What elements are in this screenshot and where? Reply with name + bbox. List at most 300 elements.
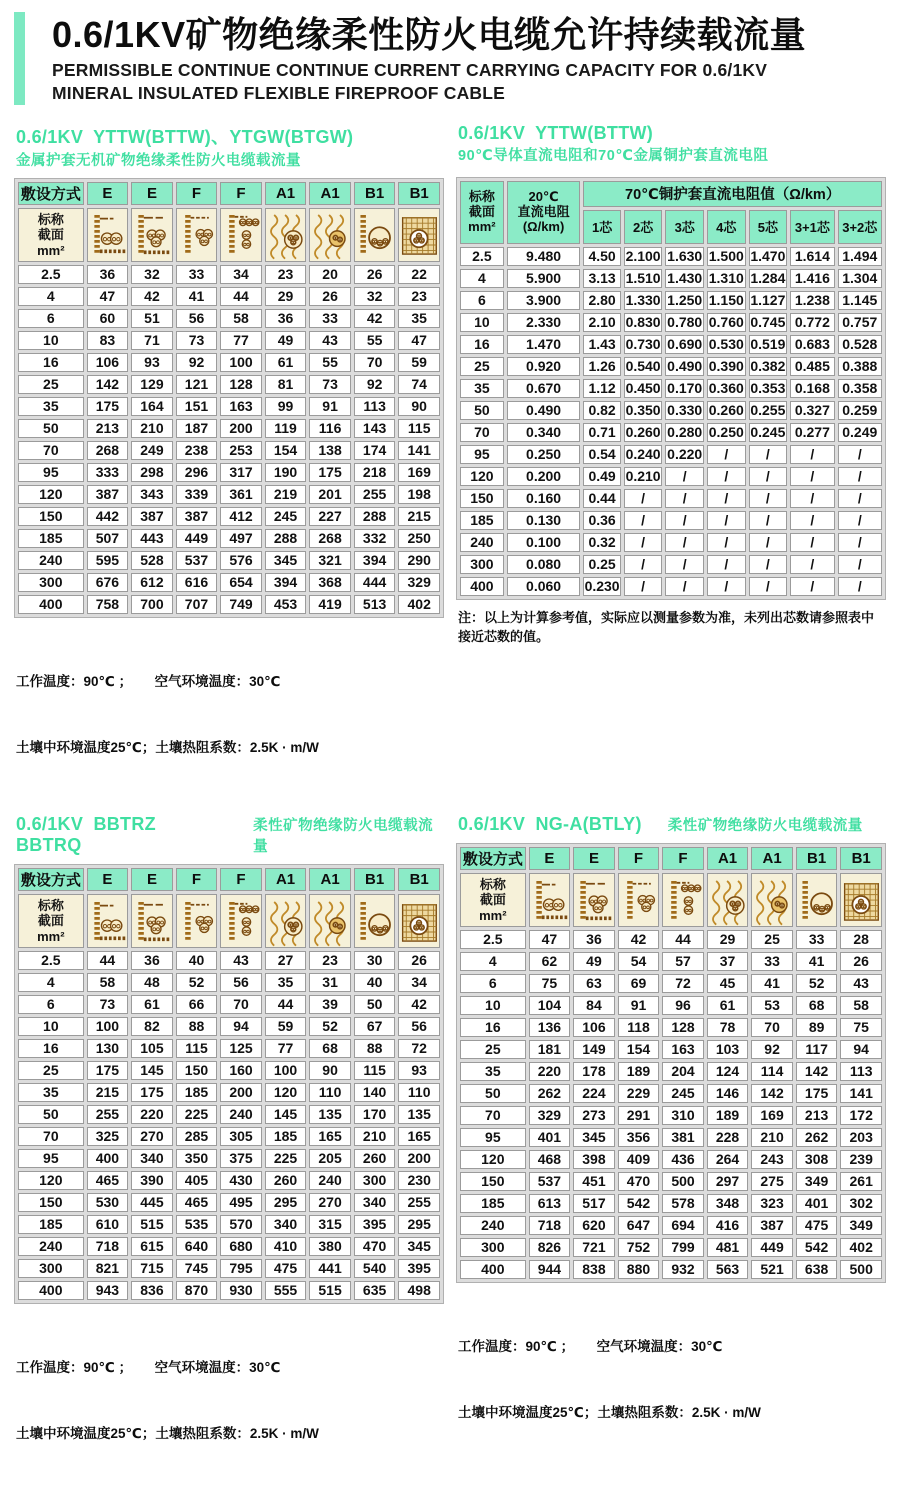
- capacity-cell: 707: [176, 595, 218, 614]
- size-cell: 70: [18, 441, 84, 460]
- capacity-cell: 73: [176, 331, 218, 350]
- sheath-resistance-cell: 3.13: [583, 269, 620, 288]
- capacity-cell: 34: [398, 973, 440, 992]
- capacity-cell: 290: [398, 551, 440, 570]
- dc-resistance-cell: 0.490: [507, 401, 581, 420]
- table-row: [460, 1150, 882, 1169]
- sheath-resistance-cell: /: [707, 445, 746, 464]
- capacity-cell: 175: [131, 1083, 173, 1102]
- capacity-cell: 175: [87, 1061, 129, 1080]
- table-row: [18, 485, 440, 504]
- table-row: [18, 419, 440, 438]
- sheath-resistance-cell: /: [749, 577, 788, 596]
- sheath-resistance-cell: 0.540: [625, 357, 661, 374]
- capacity-cell: 31: [309, 973, 351, 992]
- sheath-resistance-cell: 1.150: [708, 291, 744, 308]
- capacity-cell: 128: [220, 375, 262, 394]
- size-cell: 95: [18, 463, 84, 482]
- table-row: [460, 533, 882, 552]
- capacity-cell: 175: [796, 1084, 838, 1103]
- capacity-cell: 240: [309, 1171, 351, 1190]
- layout-method-header: 敷设方式: [18, 868, 84, 891]
- capacity-cell: 200: [220, 419, 262, 438]
- capacity-cell: 90: [309, 1061, 351, 1080]
- capacity-cell: 262: [796, 1128, 838, 1147]
- size-cell: 300: [460, 555, 504, 574]
- capacity-cell: 41: [796, 952, 838, 971]
- core-count-header-0: 1芯: [583, 210, 620, 244]
- surface-conduit-on-wall-icon: [796, 873, 838, 927]
- capacity-cell: 361: [220, 485, 262, 504]
- dc-resistance-cell: 1.470: [507, 335, 581, 354]
- size-cell: 35: [460, 379, 504, 398]
- capacity-cell: 535: [176, 1215, 218, 1234]
- sheath-resistance-cell: /: [749, 489, 788, 508]
- capacity-cell: 387: [751, 1216, 793, 1235]
- capacity-cell: 620: [573, 1216, 615, 1235]
- sheath-resistance-cell: 0.71: [583, 423, 620, 442]
- size-cell: 16: [460, 1018, 526, 1037]
- capacity-cell: 325: [87, 1127, 129, 1146]
- capacity-cell: 169: [398, 463, 440, 482]
- section-subtitle: 金属护套无机矿物绝缘柔性防火电缆载流量: [16, 152, 301, 169]
- size-cell: 50: [18, 1105, 84, 1124]
- capacity-cell: 73: [87, 995, 129, 1014]
- layout-column-B1-7: B1: [398, 868, 440, 891]
- layout-method-header: 敷设方式: [18, 182, 84, 205]
- capacity-cell: 481: [707, 1238, 749, 1257]
- sheath-resistance-cell: 0.745: [750, 313, 786, 330]
- dc-resistance-cell: 0.670: [507, 379, 581, 398]
- dc-resistance-cell: 0.200: [507, 467, 581, 486]
- dc-resistance-cell: 0.130: [507, 511, 581, 530]
- core-count-header-5: 3+1芯: [790, 210, 834, 244]
- table-row: [18, 595, 440, 614]
- capacity-cell: 445: [131, 1193, 173, 1212]
- capacity-cell: 62: [529, 952, 571, 971]
- capacity-cell: 537: [176, 551, 218, 570]
- capacity-cell: 288: [265, 529, 307, 548]
- core-count-header-2: 3芯: [665, 210, 704, 244]
- capacity-cell: 103: [707, 1040, 749, 1059]
- capacity-cell: 542: [796, 1238, 838, 1257]
- capacity-cell: 273: [573, 1106, 615, 1125]
- capacity-cell: 465: [87, 1171, 129, 1190]
- table-row: [18, 1193, 440, 1212]
- sheath-resistance-cell: 0.780: [667, 313, 703, 330]
- capacity-cell: 56: [220, 973, 262, 992]
- capacity-cell: 49: [573, 952, 615, 971]
- capacity-cell: 172: [840, 1106, 882, 1125]
- capacity-cell: 72: [662, 974, 704, 993]
- capacity-cell: 52: [309, 1017, 351, 1036]
- sheath-resistance-cell: 1.470: [750, 247, 786, 264]
- capacity-cell: 77: [220, 331, 262, 350]
- sheath-resistance-cell: /: [838, 533, 882, 552]
- table-row: [460, 511, 882, 530]
- capacity-cell: 836: [131, 1281, 173, 1300]
- dc-resistance-cell: 0.340: [507, 423, 581, 442]
- size-cell: 25: [460, 357, 504, 376]
- capacity-cell: 752: [618, 1238, 660, 1257]
- sheath-resistance-cell: 1.430: [667, 269, 703, 286]
- table-row: [18, 529, 440, 548]
- sheath-resistance-cell: 1.127: [750, 291, 786, 308]
- layout-column-E-1: E: [131, 868, 173, 891]
- capacity-cell: 718: [87, 1237, 129, 1256]
- capacity-cell: 92: [354, 375, 396, 394]
- capacity-cell: 570: [220, 1215, 262, 1234]
- sheath-resistance-cell: 1.304: [838, 269, 882, 288]
- capacity-cell: 43: [220, 951, 262, 970]
- capacity-cell: 468: [529, 1150, 571, 1169]
- note-line: 工作温度：90℃ ； 空气环境温度：30℃: [16, 673, 281, 689]
- capacity-cell: 395: [398, 1259, 440, 1278]
- capacity-cell: 449: [751, 1238, 793, 1257]
- capacity-cell: 268: [87, 441, 129, 460]
- capacity-cell: 190: [265, 463, 307, 482]
- table-row: [18, 309, 440, 328]
- capacity-cell: 23: [398, 287, 440, 306]
- capacity-cell: 189: [618, 1062, 660, 1081]
- capacity-cell: 200: [220, 1083, 262, 1102]
- dc-resistance-cell: 9.480: [507, 247, 581, 266]
- capacity-cell: 37: [707, 952, 749, 971]
- table-row: [460, 577, 882, 596]
- table-row: [460, 1216, 882, 1235]
- capacity-cell: 296: [176, 463, 218, 482]
- sheath-resistance-cell: 0.49: [583, 467, 620, 486]
- capacity-cell: 44: [662, 930, 704, 949]
- capacity-cell: 36: [265, 309, 307, 328]
- capacity-cell: 799: [662, 1238, 704, 1257]
- size-cell: 4: [460, 269, 504, 288]
- sheath-resistance-cell: 0.249: [838, 423, 882, 442]
- layout-column-E-1: E: [573, 847, 615, 870]
- layout-column-A1-5: A1: [309, 868, 351, 891]
- capacity-cell: 33: [751, 952, 793, 971]
- nominal-size-header: 标称 截面 mm²: [18, 208, 84, 262]
- sheath-resistance-cell: 2.10: [583, 313, 620, 332]
- table-row: [18, 1215, 440, 1234]
- ladder-support-spaced-icon: [662, 873, 704, 927]
- layout-column-A1-4: A1: [265, 868, 307, 891]
- surface-conduit-on-wall-icon: [354, 894, 396, 948]
- layout-column-F-3: F: [220, 868, 262, 891]
- capacity-cell: 530: [87, 1193, 129, 1212]
- size-cell: 400: [460, 577, 504, 596]
- capacity-cell: 245: [662, 1084, 704, 1103]
- capacity-cell: 61: [131, 995, 173, 1014]
- capacity-cell: 145: [131, 1061, 173, 1080]
- page-header: [14, 12, 886, 105]
- table-row: [460, 996, 882, 1015]
- capacity-cell: 146: [707, 1084, 749, 1103]
- capacity-cell: 749: [220, 595, 262, 614]
- capacity-cell: 35: [398, 309, 440, 328]
- sheath-resistance-cell: 0.382: [750, 357, 786, 374]
- size-cell: 240: [18, 1237, 84, 1256]
- sheath-resistance-cell: /: [624, 555, 663, 574]
- capacity-cell: 387: [87, 485, 129, 504]
- capacity-cell: 718: [529, 1216, 571, 1235]
- sheath-resistance-cell: 1.330: [625, 291, 661, 308]
- capacity-cell: 239: [840, 1150, 882, 1169]
- section-bbtrz-capacity: [14, 804, 444, 1490]
- size-cell: 10: [18, 1017, 84, 1036]
- capacity-cell: 409: [618, 1150, 660, 1169]
- capacity-cell: 119: [265, 419, 307, 438]
- capacity-cell: 50: [354, 995, 396, 1014]
- nominal-size-header: 标称 截面 mm²: [18, 894, 84, 948]
- capacity-cell: 141: [840, 1084, 882, 1103]
- capacity-cell: 930: [220, 1281, 262, 1300]
- capacity-cell: 332: [354, 529, 396, 548]
- capacity-cell: 22: [398, 265, 440, 284]
- layout-column-F-2: F: [618, 847, 660, 870]
- sheath-resistance-cell: 0.170: [667, 379, 703, 396]
- capacity-cell: 398: [573, 1150, 615, 1169]
- table-row: [460, 952, 882, 971]
- sheath-resistance-cell: /: [790, 511, 834, 530]
- section-title: 0.6/1KV BBTRZ BBTRQ: [16, 814, 156, 856]
- size-cell: 240: [460, 533, 504, 552]
- capacity-cell: 654: [220, 573, 262, 592]
- capacity-cell: 255: [398, 1193, 440, 1212]
- sheath-resistance-cell: /: [707, 577, 746, 596]
- capacity-cell: 33: [309, 309, 351, 328]
- capacity-cell: 77: [265, 1039, 307, 1058]
- capacity-cell: 83: [87, 331, 129, 350]
- size-cell: 50: [460, 1084, 526, 1103]
- cable-tray-wall-2-cables-icon: [529, 873, 571, 927]
- capacity-cell: 75: [529, 974, 571, 993]
- sheath-resistance-cell: 0.44: [583, 489, 620, 508]
- capacity-cell: 295: [398, 1215, 440, 1234]
- capacity-cell: 88: [176, 1017, 218, 1036]
- capacity-cell: 395: [354, 1215, 396, 1234]
- sheath-resistance-cell: 0.730: [625, 335, 661, 352]
- capacity-cell: 204: [662, 1062, 704, 1081]
- table-row: [460, 269, 882, 288]
- sheath-resistance-cell: /: [838, 577, 882, 596]
- dc-resistance-cell: 0.060: [507, 577, 581, 596]
- capacity-cell: 310: [662, 1106, 704, 1125]
- sheath-resistance-cell: 0.360: [708, 379, 744, 396]
- table-row: [18, 1105, 440, 1124]
- capacity-cell: 181: [529, 1040, 571, 1059]
- dc-resistance-cell: 0.080: [507, 555, 581, 574]
- capacity-cell: 43: [309, 331, 351, 350]
- capacity-cell: 245: [265, 507, 307, 526]
- section-subtitle: 90℃导体直流电阻和70℃金属铜护套直流电阻: [458, 147, 769, 164]
- capacity-cell: 61: [707, 996, 749, 1015]
- capacity-cell: 47: [398, 331, 440, 350]
- capacity-cell: 470: [618, 1172, 660, 1191]
- page-subtitle-line2: MINERAL INSULATED FLEXIBLE FIREPROOF CABLE: [52, 82, 506, 103]
- sheath-resistance-cell: 1.310: [708, 269, 744, 286]
- size-cell: 50: [18, 419, 84, 438]
- capacity-cell: 99: [265, 397, 307, 416]
- capacity-cell: 416: [707, 1216, 749, 1235]
- sheath-resistance-cell: 1.416: [790, 269, 834, 288]
- capacity-cell: 745: [176, 1259, 218, 1278]
- size-cell: 70: [18, 1127, 84, 1146]
- capacity-cell: 115: [354, 1061, 396, 1080]
- size-cell: 4: [18, 973, 84, 992]
- capacity-cell: 475: [265, 1259, 307, 1278]
- size-cell: 10: [18, 331, 84, 350]
- size-cell: 70: [460, 1106, 526, 1125]
- table-row: [18, 995, 440, 1014]
- size-cell: 2.5: [18, 951, 84, 970]
- capacity-cell: 189: [707, 1106, 749, 1125]
- capacity-cell: 39: [309, 995, 351, 1014]
- sheath-resistance-cell: 0.277: [790, 423, 834, 442]
- capacity-cell: 42: [131, 287, 173, 306]
- capacity-cell: 187: [176, 419, 218, 438]
- capacity-cell: 339: [176, 485, 218, 504]
- sheath-resistance-cell: /: [665, 511, 704, 530]
- capacity-cell: 142: [796, 1062, 838, 1081]
- capacity-cell: 42: [398, 995, 440, 1014]
- table-row: [18, 1259, 440, 1278]
- capacity-cell: 333: [87, 463, 129, 482]
- capacity-cell: 380: [309, 1237, 351, 1256]
- capacity-cell: 394: [354, 551, 396, 570]
- capacity-cell: 118: [618, 1018, 660, 1037]
- table-row: [18, 973, 440, 992]
- size-cell: 150: [18, 1193, 84, 1212]
- table-row: [460, 489, 882, 508]
- capacity-cell: 71: [131, 331, 173, 350]
- capacity-cell: 219: [265, 485, 307, 504]
- capacity-cell: 507: [87, 529, 129, 548]
- sheath-resistance-cell: /: [749, 555, 788, 574]
- dc-resistance-20c-header: 20℃ 直流电阻 (Ω/km): [507, 181, 581, 244]
- table-row: [18, 951, 440, 970]
- layout-column-F-2: F: [176, 182, 218, 205]
- capacity-cell: 70: [220, 995, 262, 1014]
- capacity-cell: 297: [707, 1172, 749, 1191]
- sheath-resistance-cell: 0.772: [790, 313, 834, 332]
- capacity-cell: 381: [662, 1128, 704, 1147]
- capacity-cell: 213: [796, 1106, 838, 1125]
- layout-column-A1-4: A1: [265, 182, 307, 205]
- capacity-cell: 610: [87, 1215, 129, 1234]
- capacity-cell: 444: [354, 573, 396, 592]
- capacity-cell: 165: [398, 1127, 440, 1146]
- capacity-cell: 329: [529, 1106, 571, 1125]
- capacity-cell: 517: [573, 1194, 615, 1213]
- table-row: [18, 1171, 440, 1190]
- capacity-cell: 73: [309, 375, 351, 394]
- capacity-cell: 238: [176, 441, 218, 460]
- sheath-resistance-cell: /: [790, 555, 834, 574]
- sheath-resistance-cell: 0.327: [790, 401, 834, 420]
- sheath-resistance-cell: 0.757: [838, 313, 882, 332]
- capacity-cell: 329: [398, 573, 440, 592]
- bbtrz-capacity-table: [14, 864, 444, 1304]
- table-notes: [16, 1312, 444, 1490]
- capacity-cell: 321: [309, 551, 351, 570]
- layout-column-E-1: E: [131, 182, 173, 205]
- page-title: 0.6/1KV矿物绝缘柔性防火电缆允许持续载流量: [52, 14, 807, 55]
- capacity-cell: 116: [309, 419, 351, 438]
- embedded-insulated-wall-trefoil-icon: [707, 873, 749, 927]
- capacity-cell: 387: [176, 507, 218, 526]
- table-row: [18, 331, 440, 350]
- sheath-resistance-cell: /: [790, 577, 834, 596]
- table-row: [460, 555, 882, 574]
- table-row: [18, 353, 440, 372]
- sheath-resistance-cell: 0.485: [790, 357, 834, 376]
- capacity-cell: 33: [176, 265, 218, 284]
- conduit-in-masonry-wall-icon: [398, 894, 440, 948]
- capacity-cell: 163: [220, 397, 262, 416]
- capacity-cell: 826: [529, 1238, 571, 1257]
- capacity-cell: 228: [707, 1128, 749, 1147]
- capacity-cell: 45: [707, 974, 749, 993]
- capacity-cell: 225: [265, 1149, 307, 1168]
- cable-tray-wall-3-cables-icon: [131, 208, 173, 262]
- capacity-cell: 135: [398, 1105, 440, 1124]
- capacity-cell: 215: [398, 507, 440, 526]
- capacity-cell: 170: [354, 1105, 396, 1124]
- table-row: [460, 313, 882, 332]
- capacity-cell: 185: [176, 1083, 218, 1102]
- capacity-cell: 136: [529, 1018, 571, 1037]
- capacity-cell: 201: [309, 485, 351, 504]
- sheath-resistance-cell: 1.238: [790, 291, 834, 310]
- sheath-resistance-cell: 2.80: [583, 291, 620, 310]
- capacity-cell: 145: [265, 1105, 307, 1124]
- cable-tray-wall-2-cables-icon: [87, 894, 129, 948]
- capacity-cell: 26: [398, 951, 440, 970]
- capacity-cell: 595: [87, 551, 129, 570]
- section-resistance: [456, 111, 886, 804]
- sheath-resistance-cell: /: [624, 489, 663, 508]
- sheath-resistance-cell: /: [707, 467, 746, 486]
- dc-resistance-cell: 0.160: [507, 489, 581, 508]
- title-accent-bar: [14, 12, 25, 105]
- capacity-cell: 113: [354, 397, 396, 416]
- embedded-insulated-wall-trefoil-icon: [265, 208, 307, 262]
- capacity-cell: 255: [354, 485, 396, 504]
- layout-column-E-0: E: [529, 847, 571, 870]
- capacity-cell: 838: [573, 1260, 615, 1279]
- capacity-cell: 100: [220, 353, 262, 372]
- capacity-cell: 57: [662, 952, 704, 971]
- size-cell: 185: [18, 529, 84, 548]
- capacity-cell: 105: [131, 1039, 173, 1058]
- capacity-cell: 92: [751, 1040, 793, 1059]
- capacity-cell: 676: [87, 573, 129, 592]
- capacity-cell: 49: [265, 331, 307, 350]
- capacity-cell: 700: [131, 595, 173, 614]
- sheath-resistance-cell: 0.210: [625, 467, 661, 484]
- table-notes: [16, 626, 444, 804]
- capacity-cell: 349: [796, 1172, 838, 1191]
- table-row: [460, 1128, 882, 1147]
- capacity-cell: 61: [265, 353, 307, 372]
- note-line: 工作温度：90℃ ； 空气环境温度：30℃: [458, 1338, 723, 1354]
- capacity-cell: 291: [618, 1106, 660, 1125]
- section-title: 0.6/1KV YTTW(BTTW)、YTGW(BTGW): [16, 126, 354, 147]
- capacity-cell: 115: [398, 419, 440, 438]
- size-cell: 95: [460, 445, 504, 464]
- size-cell: 16: [18, 1039, 84, 1058]
